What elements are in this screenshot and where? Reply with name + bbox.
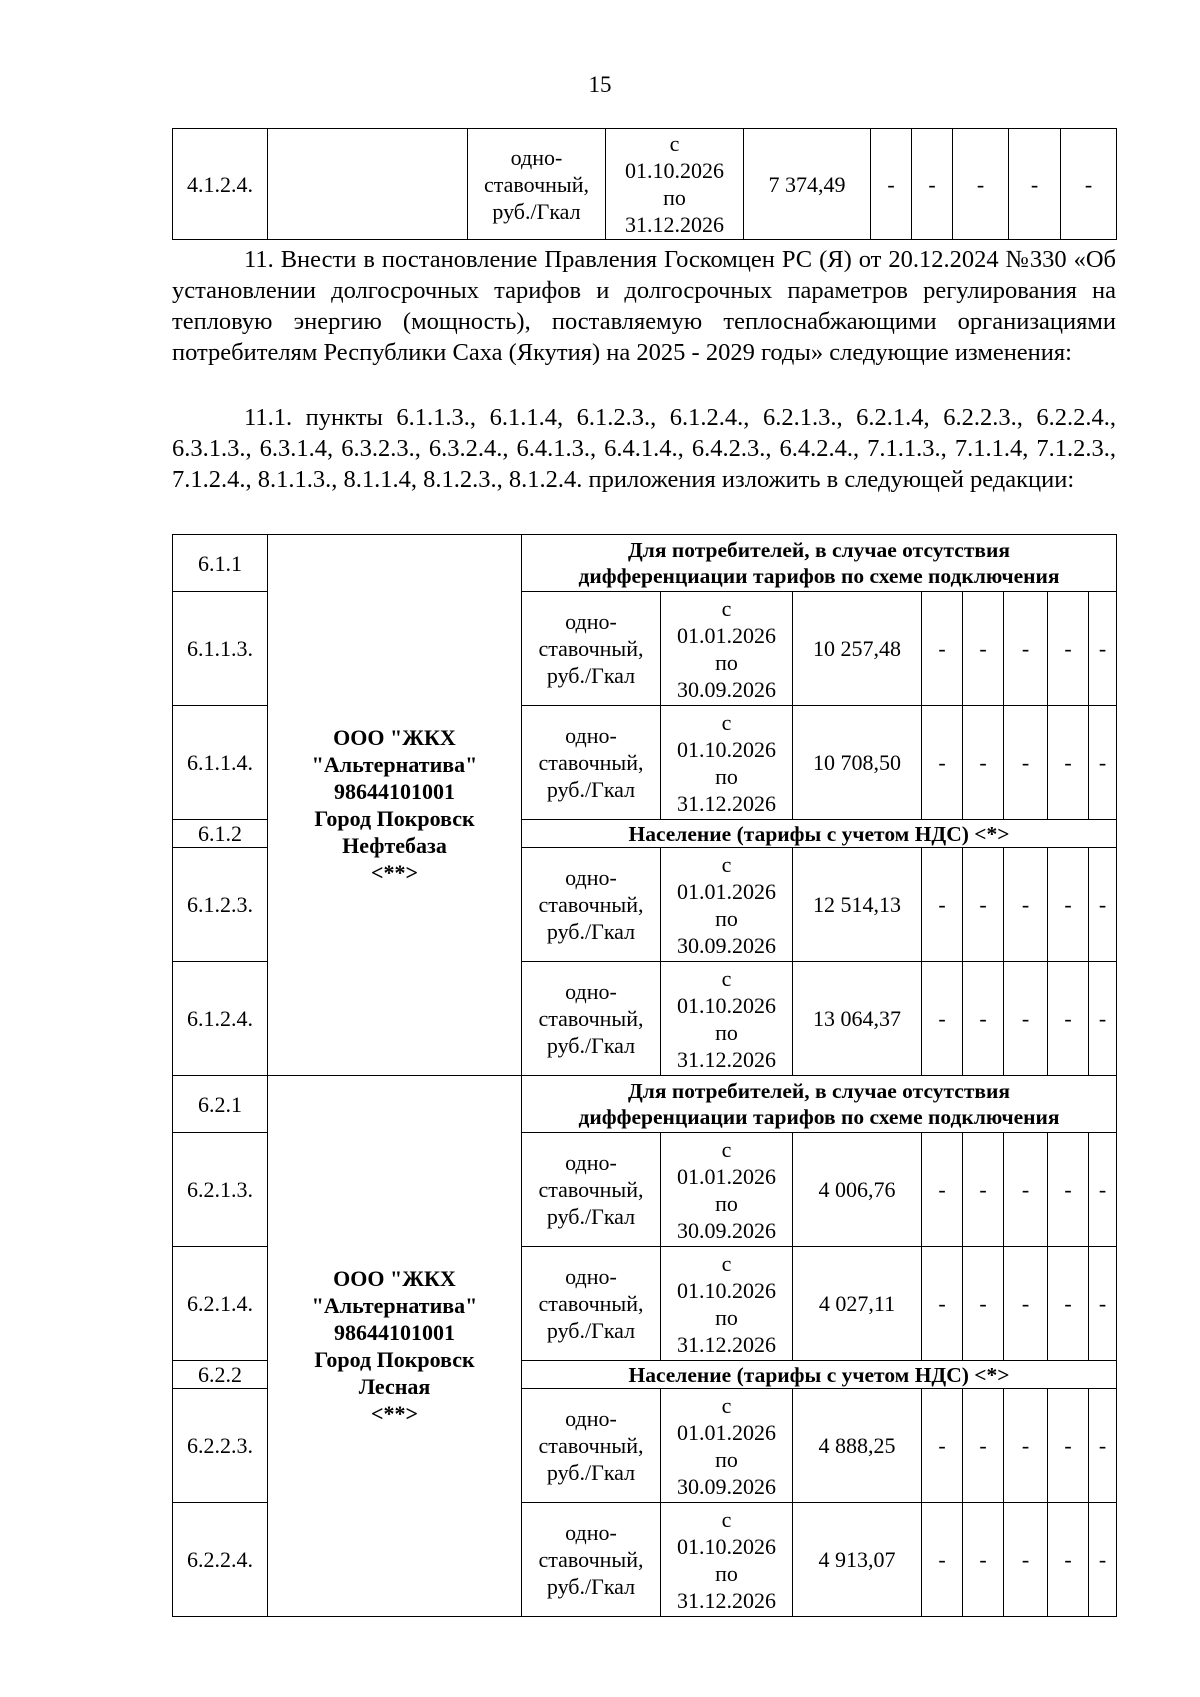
group-number: 6.1.1 — [173, 535, 268, 592]
dash-cell: - — [963, 848, 1004, 962]
row-number: 6.1.2.3. — [173, 848, 268, 962]
dash-cell: - — [871, 129, 912, 240]
dash-cell: - — [1048, 1133, 1089, 1247]
tariff-table — [172, 534, 1117, 1617]
dash-cell: - — [922, 1389, 963, 1503]
dash-cell: - — [1004, 962, 1048, 1076]
row-number: 6.2.2.3. — [173, 1389, 268, 1503]
tariff-value: 4 913,07 — [793, 1503, 922, 1617]
dash-cell: - — [1089, 592, 1117, 706]
tariff-type: одно- ставочный, руб./Гкал — [522, 592, 661, 706]
tariff-type: одно- ставочный, руб./Гкал — [522, 962, 661, 1076]
dash-cell: - — [922, 1503, 963, 1617]
organization-cell: ООО "ЖКХ "Альтернатива" 98644101001 Город Покровск Лесная <**> — [268, 1076, 522, 1617]
dash-cell: - — [1089, 1133, 1117, 1247]
paragraph-11-1: 11.1. пункты 6.1.1.3., 6.1.1.4, 6.1.2.3., 6.1.2.4., 6.2.1.3., 6.2.1.4, 6.2.2.3., 6.2.2.4., 6.3.1.3., 6.3.1.4, 6.3.2.3., 6.3.2.4., 6.4.1.3., 6.4.1.4., 6.4.2.3., 6.4.2.4., 7.1.1.3., 7.1.1.4, 7.1.2.3., 7.1.2.4., 8.1.1.3., 8.1.1.4, 8.1.2.3., 8.1.2.4. приложения изложить в следующей редакции: — [172, 404, 1116, 493]
dash-cell: - — [912, 129, 953, 240]
dash-cell: - — [1048, 848, 1089, 962]
dash-cell: - — [1089, 706, 1117, 820]
tariff-period: с 01.10.2026 по 31.12.2026 — [606, 129, 744, 240]
tariff-table-continuation — [172, 128, 1117, 240]
dash-cell: - — [963, 1503, 1004, 1617]
dash-cell: - — [1048, 962, 1089, 1076]
dash-cell: - — [922, 848, 963, 962]
dash-cell: - — [1009, 129, 1061, 240]
tariff-value: 7 374,49 — [744, 129, 871, 240]
group-number: 6.1.2 — [173, 820, 268, 848]
dash-cell: - — [1089, 1247, 1117, 1361]
tariff-period: с 01.10.2026 по 31.12.2026 — [661, 1247, 793, 1361]
tariff-type: одно- ставочный, руб./Гкал — [522, 1133, 661, 1247]
row-number: 6.2.1.3. — [173, 1133, 268, 1247]
dash-cell: - — [922, 962, 963, 1076]
dash-cell: - — [1048, 706, 1089, 820]
tariff-period: с 01.01.2026 по 30.09.2026 — [661, 592, 793, 706]
tariff-value: 4 027,11 — [793, 1247, 922, 1361]
tariff-type: одно- ставочный, руб./Гкал — [522, 706, 661, 820]
tariff-value: 10 708,50 — [793, 706, 922, 820]
row-number: 6.2.1.4. — [173, 1247, 268, 1361]
row-number: 6.1.1.3. — [173, 592, 268, 706]
row-number: 6.1.2.4. — [173, 962, 268, 1076]
dash-cell: - — [963, 592, 1004, 706]
dash-cell: - — [963, 962, 1004, 1076]
dash-cell: - — [1089, 962, 1117, 1076]
dash-cell: - — [922, 706, 963, 820]
group-title: Население (тарифы с учетом НДС) <*> — [522, 820, 1117, 848]
dash-cell: - — [1004, 1247, 1048, 1361]
group-title: Население (тарифы с учетом НДС) <*> — [522, 1361, 1117, 1389]
table-row — [173, 129, 1117, 240]
tariff-period: с 01.10.2026 по 31.12.2026 — [661, 962, 793, 1076]
group-header-row — [173, 1076, 1117, 1133]
org-cell — [268, 129, 468, 240]
dash-cell: - — [922, 1247, 963, 1361]
paragraph-11: 11. Внести в постановление Правления Госкомцен РС (Я) от 20.12.2024 №330 «Об установлении долгосрочных тарифов и долгосрочных параметров регулирования на тепловую энергию (мощность), поставляемую теплоснабжающими организациями потребителям Республики Саха (Якутия) на 2025 - 2029 годы» следующие изменения: — [172, 246, 1116, 366]
tariff-period: с 01.10.2026 по 31.12.2026 — [661, 706, 793, 820]
dash-cell: - — [963, 1247, 1004, 1361]
row-number: 4.1.2.4. — [173, 129, 268, 240]
tariff-type: одно- ставочный, руб./Гкал — [522, 1389, 661, 1503]
group-header-row — [173, 535, 1117, 592]
tariff-value: 12 514,13 — [793, 848, 922, 962]
dash-cell: - — [1004, 706, 1048, 820]
tariff-value: 10 257,48 — [793, 592, 922, 706]
group-title: Для потребителей, в случае отсутствия дифференциации тарифов по схеме подключения — [522, 1076, 1117, 1133]
tariff-type: одно- ставочный, руб./Гкал — [522, 1503, 661, 1617]
page-number: 15 — [588, 72, 612, 97]
dash-cell: - — [1004, 1389, 1048, 1503]
dash-cell: - — [1004, 848, 1048, 962]
row-number: 6.2.2.4. — [173, 1503, 268, 1617]
dash-cell: - — [1089, 1389, 1117, 1503]
dash-cell: - — [1048, 1389, 1089, 1503]
tariff-period: с 01.01.2026 по 30.09.2026 — [661, 848, 793, 962]
dash-cell: - — [922, 592, 963, 706]
group-title: Для потребителей, в случае отсутствия дифференциации тарифов по схеме подключения — [522, 535, 1117, 592]
dash-cell: - — [1061, 129, 1117, 240]
dash-cell: - — [922, 1133, 963, 1247]
dash-cell: - — [1004, 1503, 1048, 1617]
tariff-period: с 01.01.2026 по 30.09.2026 — [661, 1389, 793, 1503]
dash-cell: - — [1004, 592, 1048, 706]
dash-cell: - — [1089, 1503, 1117, 1617]
dash-cell: - — [1004, 1133, 1048, 1247]
tariff-type: одно- ставочный, руб./Гкал — [468, 129, 606, 240]
tariff-value: 4 006,76 — [793, 1133, 922, 1247]
tariff-period: с 01.10.2026 по 31.12.2026 — [661, 1503, 793, 1617]
tariff-value: 4 888,25 — [793, 1389, 922, 1503]
tariff-value: 13 064,37 — [793, 962, 922, 1076]
dash-cell: - — [963, 1389, 1004, 1503]
row-number: 6.1.1.4. — [173, 706, 268, 820]
tariff-type: одно- ставочный, руб./Гкал — [522, 1247, 661, 1361]
dash-cell: - — [1048, 1503, 1089, 1617]
dash-cell: - — [1048, 592, 1089, 706]
organization-cell: ООО "ЖКХ "Альтернатива" 98644101001 Город Покровск Нефтебаза <**> — [268, 535, 522, 1076]
dash-cell: - — [953, 129, 1009, 240]
dash-cell: - — [1048, 1247, 1089, 1361]
group-number: 6.2.2 — [173, 1361, 268, 1389]
dash-cell: - — [1089, 848, 1117, 962]
group-number: 6.2.1 — [173, 1076, 268, 1133]
dash-cell: - — [963, 1133, 1004, 1247]
tariff-type: одно- ставочный, руб./Гкал — [522, 848, 661, 962]
tariff-period: с 01.01.2026 по 30.09.2026 — [661, 1133, 793, 1247]
dash-cell: - — [963, 706, 1004, 820]
